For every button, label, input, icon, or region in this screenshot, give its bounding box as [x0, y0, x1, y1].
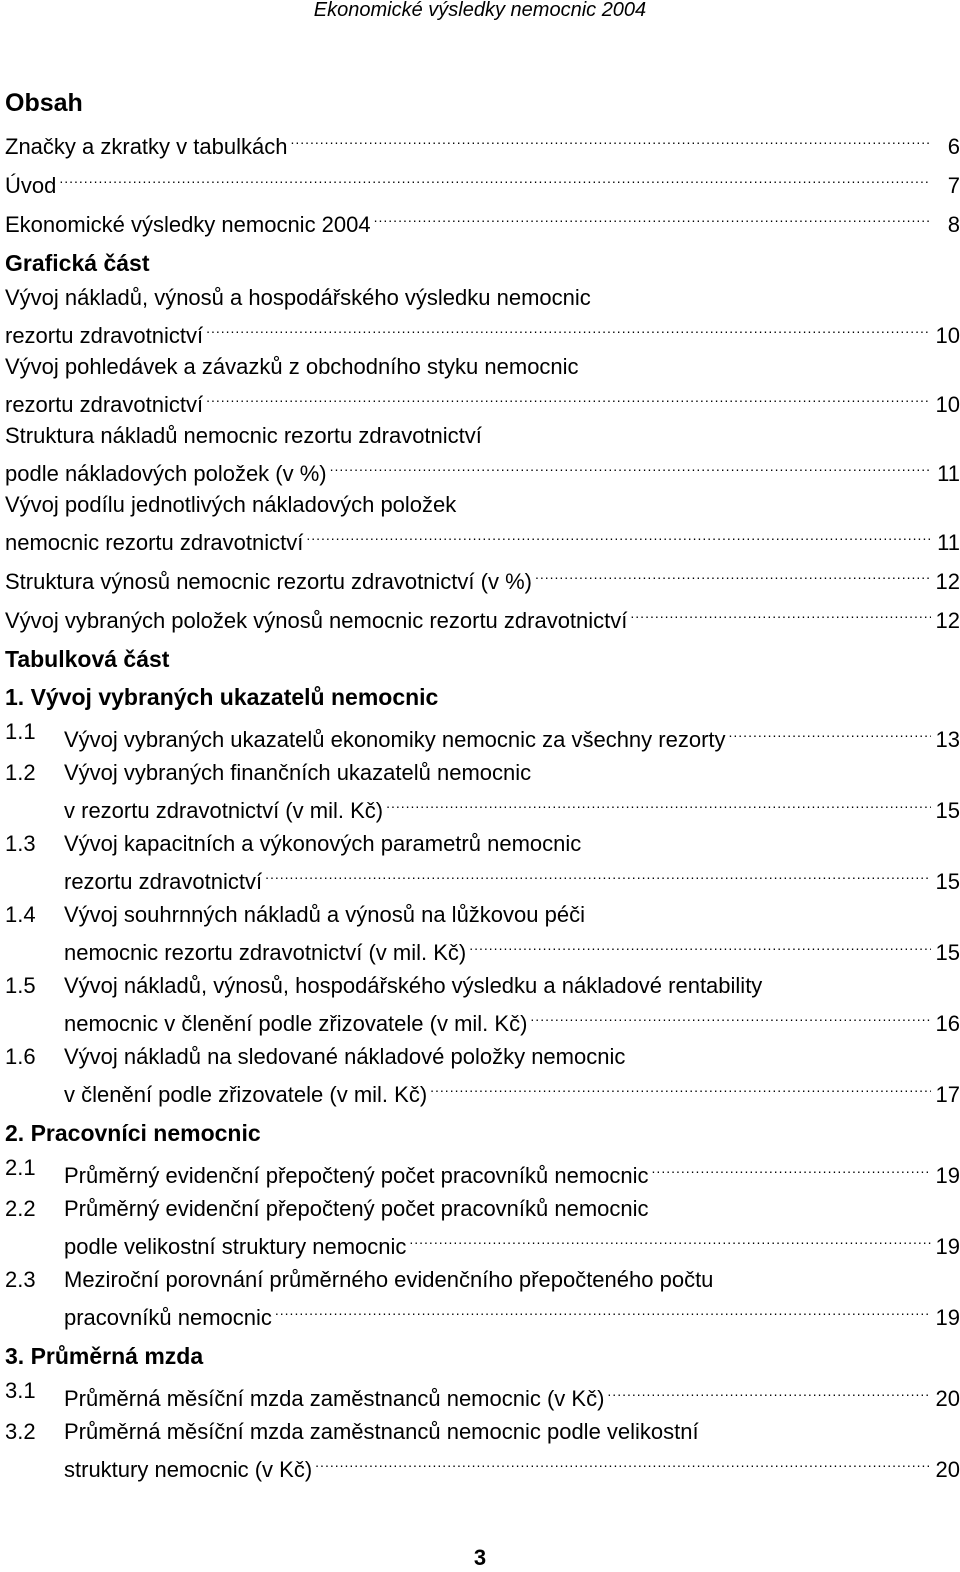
dot-leader — [206, 313, 931, 343]
toc-entry-page: 15 — [935, 940, 960, 965]
toc-entry[interactable] — [5, 421, 960, 489]
toc-entry[interactable] — [5, 1194, 960, 1262]
toc-entry-page: 8 — [947, 212, 960, 237]
toc-entry-number: 1.3 — [5, 831, 36, 856]
toc-entry-number: 1.4 — [5, 902, 36, 927]
toc-entry[interactable] — [5, 1265, 960, 1333]
dot-leader — [275, 1295, 931, 1325]
toc-entry-text: nemocnic rezortu zdravotnictví (v mil. Kč) — [64, 940, 467, 965]
toc-entry-text: podle velikostní struktury nemocnic — [64, 1234, 407, 1259]
toc-entry[interactable] — [5, 717, 960, 755]
toc-entry-text: Průměrná měsíční mzda zaměstnanců nemocnic podle velikostní — [64, 1419, 699, 1444]
section1-entries — [5, 717, 960, 1110]
dot-leader — [315, 1447, 931, 1477]
toc-entry-text: struktury nemocnic (v Kč) — [64, 1457, 313, 1482]
toc-entry-page: 11 — [937, 461, 960, 486]
toc-entry-text: Vývoj souhrnných nákladů a výnosů na lůžkovou péči — [64, 902, 585, 927]
toc-entry[interactable] — [5, 900, 960, 968]
page-number: 3 — [473, 1545, 487, 1570]
toc-entry[interactable] — [5, 202, 960, 240]
dot-leader — [265, 859, 931, 889]
toc-entry[interactable] — [5, 829, 960, 897]
toc-entry[interactable] — [5, 971, 960, 1039]
toc-entry-page: 6 — [947, 134, 960, 159]
toc-entry-page: 10 — [935, 323, 960, 348]
toc-entry-text: Vývoj nákladů, výnosů, hospodářského výsledku a nákladové rentability — [64, 973, 763, 998]
toc-entry-page: 11 — [937, 530, 960, 555]
toc-entry-text: Vývoj nákladů, výnosů a hospodářského výsledku nemocnic — [5, 285, 591, 310]
toc-entry-page: 12 — [935, 608, 960, 633]
toc-entry-page: 13 — [935, 727, 960, 752]
toc-entry-text: v členění podle zřizovatele (v mil. Kč) — [64, 1082, 428, 1107]
dot-leader — [59, 163, 931, 193]
toc-entry-text: Vývoj nákladů na sledované nákladové položky nemocnic — [64, 1044, 626, 1069]
dot-leader — [530, 1001, 931, 1031]
toc-entry-text: Struktura nákladů nemocnic rezortu zdravotnictví — [5, 423, 482, 448]
toc-entry-page: 19 — [935, 1305, 960, 1330]
toc-entry-text: rezortu zdravotnictví — [64, 869, 263, 894]
toc-entry-text: nemocnic rezortu zdravotnictví — [5, 530, 304, 555]
toc-entry-text: Úvod — [5, 173, 57, 198]
toc-entry-text: Vývoj podílu jednotlivých nákladových položek — [5, 492, 457, 517]
toc-entry-number: 3.1 — [5, 1378, 36, 1403]
toc-entry-page: 7 — [947, 173, 960, 198]
toc-entry-text: Struktura výnosů nemocnic rezortu zdravotnictví (v %) — [5, 569, 532, 594]
toc-entry-page: 19 — [935, 1234, 960, 1259]
toc-entry[interactable] — [5, 490, 960, 558]
toc-entry[interactable] — [5, 352, 960, 420]
toc-entry-page: 15 — [935, 869, 960, 894]
dot-leader — [330, 451, 931, 481]
dot-leader — [409, 1224, 931, 1254]
table-section-heading: Tabulková část — [5, 646, 170, 672]
dot-leader — [306, 520, 931, 550]
toc-entry-text: Vývoj pohledávek a závazků z obchodního styku nemocnic — [5, 354, 579, 379]
toc-entry-text: rezortu zdravotnictví — [5, 323, 204, 348]
graphic-section-heading: Grafická část — [5, 250, 150, 276]
dot-leader — [652, 1153, 931, 1183]
toc-entry[interactable] — [5, 758, 960, 826]
section2-entries — [5, 1153, 960, 1333]
toc-entry-text: Vývoj vybraných položek výnosů nemocnic rezortu zdravotnictví — [5, 608, 628, 633]
toc-entry-number: 3.2 — [5, 1419, 36, 1444]
toc-entry-text: Průměrný evidenční přepočtený počet pracovníků nemocnic — [64, 1163, 649, 1188]
section1-heading: 1. Vývoj vybraných ukazatelů nemocnic — [5, 684, 439, 710]
toc-entry-text: nemocnic v členění podle zřizovatele (v mil. Kč) — [64, 1011, 528, 1036]
section3-entries — [5, 1376, 960, 1485]
toc-entry-text: podle nákladových položek (v %) — [5, 461, 327, 486]
toc-entry-text: rezortu zdravotnictví — [5, 392, 204, 417]
dot-leader — [607, 1376, 931, 1406]
toc-entry-page: 17 — [935, 1082, 960, 1107]
toc-entry-number: 1.1 — [5, 719, 36, 744]
dot-leader — [630, 598, 931, 628]
toc-entry-number: 1.2 — [5, 760, 36, 785]
toc-entry[interactable] — [5, 163, 960, 201]
dot-leader — [469, 930, 931, 960]
toc-entry[interactable] — [5, 1376, 960, 1414]
dot-leader — [374, 202, 931, 232]
graphic-entries — [5, 283, 960, 636]
toc-entry-text: pracovníků nemocnic — [64, 1305, 272, 1330]
running-header: Ekonomické výsledky nemocnic 2004 — [313, 0, 647, 21]
section3-heading: 3. Průměrná mzda — [5, 1343, 204, 1369]
toc-entry[interactable] — [5, 283, 960, 351]
toc-entry-text: Meziroční porovnání průměrného evidenčního přepočteného počtu — [64, 1267, 714, 1292]
intro-entries — [5, 124, 960, 240]
dot-leader — [290, 124, 931, 154]
dot-leader — [430, 1072, 931, 1102]
dot-leader — [729, 717, 931, 747]
dot-leader — [386, 788, 931, 818]
toc-title: Obsah — [5, 89, 83, 117]
toc-entry-page: 19 — [935, 1163, 960, 1188]
toc-entry[interactable] — [5, 559, 960, 597]
table-of-contents — [5, 88, 960, 1485]
toc-entry-text: Průměrná měsíční mzda zaměstnanců nemocnic (v Kč) — [64, 1386, 605, 1411]
toc-entry-page: 20 — [935, 1457, 960, 1482]
toc-entry[interactable] — [5, 1153, 960, 1191]
toc-entry-number: 2.1 — [5, 1155, 36, 1180]
toc-entry-page: 16 — [935, 1011, 960, 1036]
toc-entry-text: Vývoj vybraných ukazatelů ekonomiky nemocnic za všechny rezorty — [64, 727, 726, 752]
toc-entry-number: 1.6 — [5, 1044, 36, 1069]
dot-leader — [535, 559, 931, 589]
toc-entry[interactable] — [5, 1042, 960, 1110]
toc-entry-page: 12 — [935, 569, 960, 594]
toc-entry[interactable] — [5, 124, 960, 162]
toc-entry-text: Vývoj vybraných finančních ukazatelů nemocnic — [64, 760, 532, 785]
toc-entry-page: 15 — [935, 798, 960, 823]
dot-leader — [206, 382, 931, 412]
section2-heading: 2. Pracovníci nemocnic — [5, 1120, 261, 1146]
toc-entry-text: Průměrný evidenční přepočtený počet pracovníků nemocnic — [64, 1196, 649, 1221]
toc-entry[interactable] — [5, 598, 960, 636]
toc-entry-text: v rezortu zdravotnictví (v mil. Kč) — [64, 798, 384, 823]
toc-entry-page: 10 — [935, 392, 960, 417]
toc-entry[interactable] — [5, 1417, 960, 1485]
toc-entry-number: 2.2 — [5, 1196, 36, 1221]
toc-entry-number: 1.5 — [5, 973, 36, 998]
toc-entry-number: 2.3 — [5, 1267, 36, 1292]
toc-entry-text: Značky a zkratky v tabulkách — [5, 134, 288, 159]
toc-entry-text: Vývoj kapacitních a výkonových parametrů nemocnic — [64, 831, 582, 856]
toc-entry-page: 20 — [935, 1386, 960, 1411]
toc-entry-text: Ekonomické výsledky nemocnic 2004 — [5, 212, 371, 237]
